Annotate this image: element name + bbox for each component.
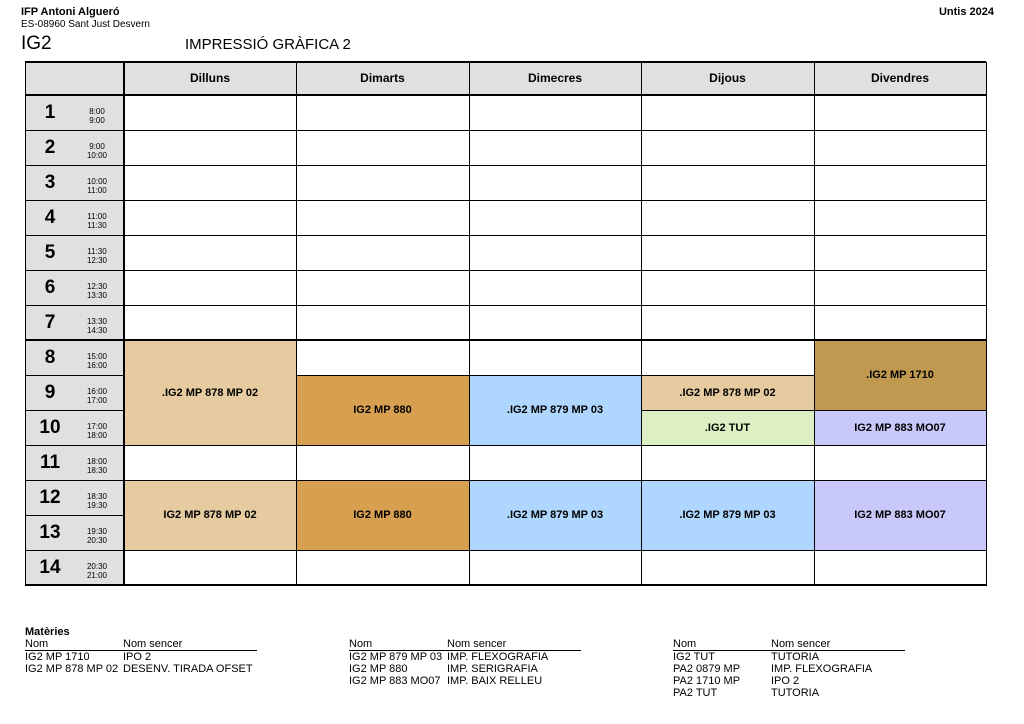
grid-line: [814, 94, 986, 96]
grid-line: [641, 130, 814, 131]
grid-line: [814, 584, 986, 586]
grid-line: [25, 375, 124, 376]
period-start-time: 11:30: [87, 247, 107, 256]
lesson-block[interactable]: .IG2 MP 878 MP 02: [641, 375, 814, 410]
period-number: 12: [39, 487, 61, 508]
grid-line: [469, 270, 641, 271]
grid-line: [25, 410, 124, 411]
period-number: 3: [44, 172, 56, 193]
lesson-block[interactable]: .IG2 TUT: [641, 410, 814, 445]
period-time: [75, 422, 119, 440]
period-number: 2: [44, 137, 56, 158]
grid-line: [25, 270, 124, 271]
grid-line: [296, 165, 469, 166]
grid-line: [641, 61, 814, 63]
period-time: [75, 282, 119, 300]
period-end-time: 13:30: [86, 291, 108, 300]
subject-code: IG2 MP 879 MP 03: [349, 651, 443, 663]
grid-line: [25, 235, 124, 236]
period-number: 8: [44, 347, 56, 368]
period-start-time: 10:00: [86, 177, 108, 186]
grid-line: [296, 200, 469, 201]
grid-line: [641, 445, 814, 446]
period-end-time: 18:00: [86, 431, 108, 440]
period-number: 13: [39, 522, 61, 543]
grid-line: [124, 550, 296, 551]
school-name: IFP Antoni Algueró: [21, 6, 120, 18]
subject-code: IG2 MP 880: [349, 663, 408, 675]
class-name: IMPRESSIÓ GRÀFICA 2: [185, 36, 351, 53]
grid-line: [641, 94, 814, 96]
period-end-time: 16:00: [86, 361, 108, 370]
lesson-block[interactable]: .IG2 MP 879 MP 03: [641, 480, 814, 550]
legend-title: Matèries: [25, 626, 70, 638]
software-label: Untis 2024: [938, 6, 994, 18]
period-end-time: 9:00: [89, 116, 105, 125]
subject-full-name: IPO 2: [771, 675, 800, 687]
period-end-time: 20:30: [86, 536, 108, 545]
legend-row: [25, 651, 257, 663]
grid-line: [25, 480, 124, 481]
school-address: ES-08960 Sant Just Desvern: [21, 19, 150, 30]
period-time: [75, 492, 119, 510]
grid-line: [25, 550, 124, 551]
grid-line: [814, 200, 986, 201]
grid-line: [814, 165, 986, 166]
period-time: [75, 387, 119, 405]
grid-line: [25, 339, 124, 341]
period-start-time: 8:00: [89, 107, 105, 116]
grid-line: [124, 445, 296, 446]
legend-row: [349, 651, 581, 663]
period-number: 4: [44, 207, 56, 228]
grid-line: [469, 445, 641, 446]
period-time: [75, 352, 119, 370]
grid-line: [25, 305, 124, 306]
grid-line: [469, 94, 641, 96]
grid-line: [296, 61, 469, 63]
period-end-time: 21:00: [86, 571, 108, 580]
grid-line: [814, 62, 815, 586]
lesson-block[interactable]: .IG2 MP 1710: [814, 340, 986, 410]
period-start-time: 16:00: [86, 387, 108, 396]
grid-line: [469, 130, 641, 131]
subject-full-name: DESENV. TIRADA OFSET: [123, 663, 253, 675]
legend-row: [673, 675, 905, 687]
period-end-time: 10:00: [86, 151, 108, 160]
subject-code: PA2 TUT: [673, 687, 718, 699]
legend-row: [349, 675, 581, 687]
legend-header-row: [349, 638, 581, 651]
grid-line: [641, 235, 814, 236]
period-time: [75, 527, 119, 545]
class-code: IG2: [21, 33, 52, 54]
period-number: 1: [44, 102, 56, 123]
period-number: 10: [39, 417, 61, 438]
period-time: [75, 107, 119, 125]
grid-line: [25, 130, 124, 131]
grid-line: [641, 305, 814, 306]
grid-line: [814, 410, 986, 411]
legend-group: [673, 638, 905, 699]
grid-line: [124, 305, 296, 306]
period-number: 6: [44, 277, 56, 298]
grid-line: [296, 480, 469, 481]
legend-col-name: Nom: [673, 638, 697, 650]
period-time: [75, 317, 119, 335]
lesson-block[interactable]: .IG2 MP 878 MP 02: [124, 340, 296, 445]
grid-line: [814, 235, 986, 236]
day-header-dimecres: Dimecres: [527, 71, 583, 85]
legend-col-full: Nom sencer: [447, 638, 507, 650]
subject-code: IG2 MP 883 MO07: [349, 675, 441, 687]
period-time: [75, 562, 119, 580]
grid-line: [124, 270, 296, 271]
grid-line: [469, 339, 641, 341]
legend-col-name: Nom: [25, 638, 49, 650]
grid-line: [469, 480, 641, 481]
legend-header-row: [25, 638, 257, 651]
grid-line: [469, 200, 641, 201]
grid-line: [296, 305, 469, 306]
grid-line: [124, 94, 296, 96]
period-time: [75, 177, 119, 195]
period-end-time: 11:00: [87, 186, 107, 195]
grid-line: [641, 62, 642, 586]
period-start-time: 18:30: [86, 492, 108, 501]
grid-line: [641, 375, 814, 376]
grid-line: [296, 62, 297, 586]
subject-code: IG2 MP 878 MP 02: [25, 663, 119, 675]
period-start-time: 11:00: [87, 212, 107, 221]
period-end-time: 11:30: [87, 221, 107, 230]
lesson-block[interactable]: IG2 MP 880: [296, 375, 469, 445]
grid-line: [25, 94, 124, 96]
grid-line: [296, 550, 469, 551]
period-start-time: 18:00: [86, 457, 108, 466]
grid-line: [641, 584, 814, 586]
grid-line: [469, 375, 641, 376]
legend-group: [25, 638, 257, 675]
day-header-divendres: Divendres: [870, 71, 930, 85]
grid-line: [814, 480, 986, 481]
period-end-time: 19:30: [86, 501, 108, 510]
legend-group: [349, 638, 581, 687]
grid-line: [814, 130, 986, 131]
grid-line: [469, 61, 641, 63]
period-start-time: 13:30: [86, 317, 108, 326]
day-header-dilluns: Dilluns: [189, 71, 230, 85]
grid-line: [25, 200, 124, 201]
grid-line: [641, 550, 814, 551]
day-header-dijous: Dijous: [709, 71, 746, 85]
period-end-time: 14:30: [86, 326, 108, 335]
subject-code: IG2 TUT: [673, 651, 715, 663]
subject-full-name: TUTORIA: [771, 651, 820, 663]
subject-full-name: IMP. SERIGRAFIA: [447, 663, 538, 675]
subject-code: IG2 MP 1710: [25, 651, 90, 663]
subject-code: PA2 0879 MP: [673, 663, 741, 675]
grid-line: [469, 584, 641, 586]
grid-line: [469, 550, 641, 551]
period-number: 14: [39, 557, 61, 578]
lesson-block[interactable]: .IG2 MP 879 MP 03: [469, 375, 641, 445]
legend-col-full: Nom sencer: [123, 638, 183, 650]
grid-line: [641, 339, 814, 341]
grid-line: [25, 165, 124, 166]
period-number: 9: [44, 382, 56, 403]
grid-line: [814, 339, 986, 341]
grid-line: [296, 339, 469, 341]
legend-row: [673, 663, 905, 675]
lesson-block[interactable]: IG2 MP 878 MP 02: [124, 480, 296, 550]
period-time: [75, 142, 119, 160]
grid-line: [814, 270, 986, 271]
lesson-block[interactable]: IG2 MP 883 MO07: [814, 480, 986, 550]
grid-line: [469, 305, 641, 306]
period-end-time: 12:30: [86, 256, 108, 265]
subject-full-name: IMP. FLEXOGRAFIA: [447, 651, 549, 663]
grid-line: [641, 410, 814, 411]
grid-line: [25, 515, 124, 516]
legend-col-full: Nom sencer: [771, 638, 831, 650]
lesson-block[interactable]: .IG2 MP 879 MP 03: [469, 480, 641, 550]
subject-full-name: IMP. FLEXOGRAFIA: [771, 663, 873, 675]
period-start-time: 17:00: [86, 422, 108, 431]
period-time: [75, 212, 119, 230]
grid-line: [814, 305, 986, 306]
legend-row: [25, 663, 257, 675]
period-end-time: 17:00: [86, 396, 108, 405]
period-number: 5: [44, 242, 56, 263]
legend-row: [673, 651, 905, 663]
grid-line: [814, 550, 986, 551]
grid-line: [124, 165, 296, 166]
grid-line: [123, 62, 125, 586]
period-start-time: 15:00: [86, 352, 108, 361]
legend-row: [673, 687, 905, 699]
period-start-time: 9:00: [89, 142, 105, 151]
grid-line: [296, 445, 469, 446]
grid-line: [814, 445, 986, 446]
grid-line: [124, 235, 296, 236]
grid-line: [296, 235, 469, 236]
grid-line: [986, 62, 987, 586]
day-header-dimarts: Dimarts: [360, 71, 405, 85]
grid-line: [25, 62, 26, 586]
grid-line: [124, 584, 296, 586]
grid-line: [124, 61, 296, 63]
grid-line: [25, 61, 124, 63]
grid-line: [124, 200, 296, 201]
grid-line: [296, 130, 469, 131]
period-start-time: 20:30: [86, 562, 108, 571]
lesson-block[interactable]: IG2 MP 883 MO07: [814, 410, 986, 445]
period-number: 11: [39, 452, 61, 473]
grid-line: [641, 270, 814, 271]
legend-header-row: [673, 638, 905, 651]
period-time: [75, 247, 119, 265]
grid-line: [124, 130, 296, 131]
grid-line: [469, 235, 641, 236]
subject-full-name: TUTORIA: [771, 687, 820, 699]
grid-line: [124, 339, 296, 341]
grid-line: [25, 445, 124, 446]
grid-line: [25, 584, 124, 586]
grid-line: [469, 165, 641, 166]
grid-line: [641, 480, 814, 481]
grid-line: [296, 270, 469, 271]
lesson-block[interactable]: IG2 MP 880: [296, 480, 469, 550]
grid-line: [641, 165, 814, 166]
grid-line: [814, 61, 986, 63]
legend-col-name: Nom: [349, 638, 373, 650]
subject-full-name: IMP. BAIX RELLEU: [447, 675, 543, 687]
subject-code: PA2 1710 MP: [673, 675, 741, 687]
grid-line: [296, 584, 469, 586]
period-time: [75, 457, 119, 475]
period-end-time: 18:30: [86, 466, 108, 475]
period-number: 7: [44, 312, 56, 333]
legend-row: [349, 663, 581, 675]
subject-full-name: IPO 2: [123, 651, 152, 663]
grid-line: [641, 200, 814, 201]
period-start-time: 19:30: [86, 527, 108, 536]
period-start-time: 12:30: [86, 282, 108, 291]
grid-line: [296, 375, 469, 376]
grid-line: [124, 480, 296, 481]
grid-line: [469, 62, 470, 586]
grid-line: [296, 94, 469, 96]
